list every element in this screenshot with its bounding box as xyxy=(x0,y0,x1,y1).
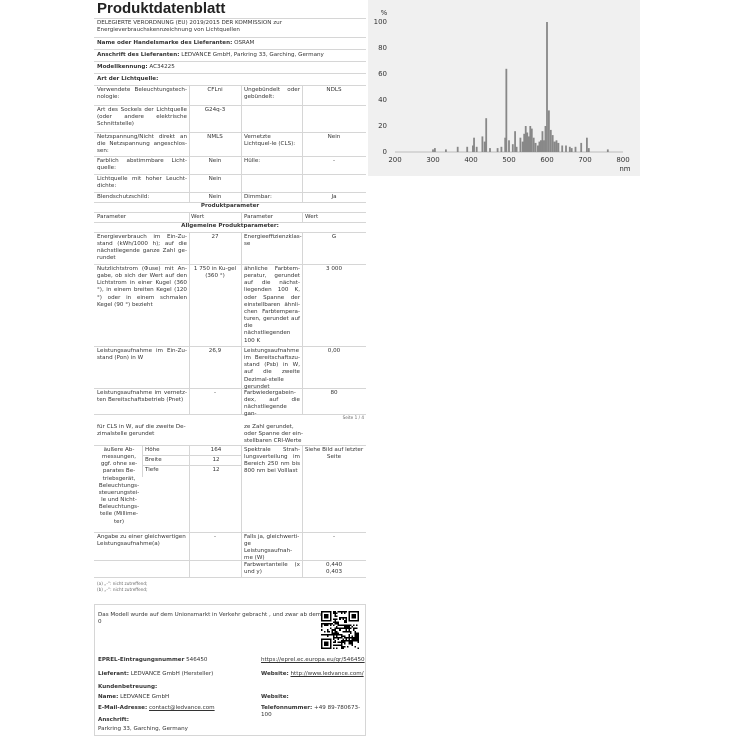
spectrum-bar xyxy=(565,146,567,153)
continued-label-2: ze Zahl gerundet, oder Spanne der ein-stellbaren CRI-Werte xyxy=(244,424,303,445)
table-row xyxy=(94,133,366,157)
row-label-2: Hülle: xyxy=(244,158,261,164)
y-tick-label: 100 xyxy=(373,18,387,26)
cs-phone-label: Telefonnummer: xyxy=(261,705,313,711)
spectrum-bar xyxy=(501,147,503,152)
eprel-number: 546450 xyxy=(186,657,208,663)
spectrum-bar xyxy=(586,138,588,152)
row-label-2: Leistungsaufnahme im Bereitschaftszu-stand (Psb) in W, auf die zweite Dezimal-stelle gerundet xyxy=(244,348,300,390)
spectrum-bar xyxy=(445,149,447,152)
y-tick-label: 80 xyxy=(378,44,387,52)
table-row xyxy=(94,533,366,561)
table-row xyxy=(94,561,366,578)
spectrum-bar xyxy=(489,148,491,152)
cs-address: Parkring 33, Garching, Germany xyxy=(98,726,188,732)
spectrum-bar xyxy=(580,143,582,152)
spectrum-chart xyxy=(368,0,640,176)
x-tick-label: 600 xyxy=(540,156,554,164)
footnote-b: (b) „-“: nicht zutreffend; xyxy=(97,587,148,593)
row-label-2: Vernetzte Lichtquel-le (CLS): xyxy=(244,134,296,148)
supplier-address-row xyxy=(94,50,366,62)
table-row xyxy=(94,157,366,175)
spectrum-bar xyxy=(552,135,554,152)
row-value: 27 xyxy=(211,234,219,240)
row-value: Nein xyxy=(208,158,222,164)
cs-website-label: Website: xyxy=(261,694,289,700)
row-label: Netzspannung/Nicht direkt an die Netzspannung angeschlos-sen: xyxy=(97,134,187,155)
x-tick-label: 800 xyxy=(616,156,630,164)
spectrum-bar xyxy=(476,147,478,152)
spectrum-bar xyxy=(466,147,468,152)
x-tick-label: 500 xyxy=(502,156,516,164)
y-axis-label: % xyxy=(380,9,388,17)
row-label: Blendschutzschild: xyxy=(97,194,150,200)
supplier-name-row xyxy=(94,38,366,50)
col-value-2: Wert xyxy=(305,214,319,220)
col-value-1: Wert xyxy=(191,214,205,220)
website-label: Website: xyxy=(261,671,289,677)
spectrum-bar xyxy=(554,142,556,152)
supplier-label: Lieferant: xyxy=(98,671,129,677)
row-label-2: Farbwiedergabein-dex, auf die nächstliegende gan- xyxy=(244,390,300,418)
row-label: Farblich abstimmbare Licht-quelle: xyxy=(97,158,187,172)
continued-label: für CLS in W, auf die zweite De-zimalstelle gerundet xyxy=(97,424,186,438)
supplier-address-value: LEDVANCE GmbH, Parkring 33, Garching, Germany xyxy=(181,52,324,58)
row-label: Art des Sockels der Lichtquelle (oder andere elektrische Schnittstelle) xyxy=(97,107,187,128)
equiv2-value: - xyxy=(332,534,336,540)
spectrum-bar xyxy=(482,136,484,152)
cs-email-label: E-Mail-Adresse: xyxy=(98,705,148,711)
dim-value: 12 xyxy=(212,467,220,473)
spectrum-bar xyxy=(457,147,459,152)
table-row xyxy=(94,347,366,389)
table-row xyxy=(94,233,366,265)
row-value-2: 0,00 xyxy=(327,348,341,354)
table-row xyxy=(94,446,366,533)
table-row xyxy=(94,265,366,347)
row-value-2: Ja xyxy=(331,194,337,200)
col-param-1: Parameter xyxy=(97,214,127,220)
spectrum-bar xyxy=(512,144,514,152)
y-tick-label: 60 xyxy=(378,70,387,78)
table-row xyxy=(94,193,366,203)
row-value: 26,9 xyxy=(208,348,222,354)
spectrum-bar xyxy=(556,140,558,152)
dim-value: 164 xyxy=(210,447,222,453)
y-tick-label: 20 xyxy=(378,122,387,130)
cs-name: LEDVANCE GmbH xyxy=(120,694,170,700)
cs-name-label: Name: xyxy=(98,694,119,700)
column-header-row xyxy=(94,213,366,223)
general-params-header: Allgemeine Produktparameter: xyxy=(94,223,366,233)
row-value-2: 80 xyxy=(330,390,338,396)
row-label-2: Ungebündelt oder gebündelt: xyxy=(244,87,300,101)
col-param-2: Parameter xyxy=(244,214,274,220)
page-title: Produktdatenblatt xyxy=(97,0,226,17)
cs-address-label: Anschrift: xyxy=(98,717,129,723)
dims-subtable xyxy=(142,446,241,477)
row-value: Nein xyxy=(208,194,222,200)
spectrum-bar xyxy=(432,149,434,152)
spectrum-bar xyxy=(516,147,518,152)
spectrum-bar xyxy=(588,148,590,152)
spectrum-bar xyxy=(535,143,537,152)
params-table-2 xyxy=(94,445,366,578)
row-value: NMLS xyxy=(207,134,223,140)
spectrum-bar xyxy=(520,138,522,152)
spectrum-bar xyxy=(558,143,560,152)
row-value: 1 750 in Ku-gel (360 °) xyxy=(193,266,237,280)
cs-phone: +49 89-780673-100 xyxy=(261,705,361,719)
row-value: CFLni xyxy=(207,87,223,93)
light-source-type-header: Art der Lichtquelle: xyxy=(94,74,366,86)
model-row xyxy=(94,62,366,74)
spectrum-bar xyxy=(533,138,535,152)
spectral-label: Spektrale Strah-lungsverteilung im Bereich 250 nm bis 800 nm bei Volllast xyxy=(244,447,300,475)
row-label: Energieverbrauch im Ein-Zu-stand (kWh/1000 h); auf die nächstliegende ganze Zahl ge-rundet xyxy=(97,234,187,262)
spectrum-bar xyxy=(473,138,475,152)
chroma-y: 0,403 xyxy=(325,569,342,575)
table-row xyxy=(94,175,366,193)
row-value-2: NDLS xyxy=(326,87,342,93)
spectrum-bar xyxy=(505,69,507,152)
y-tick-label: 0 xyxy=(382,148,387,156)
row-value: G24q-3 xyxy=(204,107,226,113)
x-tick-label: 200 xyxy=(388,156,402,164)
type-table xyxy=(94,86,366,203)
row-label: Leistungsaufnahme im vernetz-ten Bereitschaftsbetrieb (Pnet) xyxy=(97,390,187,404)
row-label: Leistungsaufnahme im Ein-Zu-stand (Pon) in W xyxy=(97,348,187,362)
spectrum-bar xyxy=(607,149,609,152)
spectrum-bar xyxy=(485,118,487,152)
row-value: Nein xyxy=(208,176,222,182)
dim-name: Höhe xyxy=(145,447,160,453)
row-label: Verwendete Beleuchtungstech-nologie: xyxy=(97,87,187,101)
spectrum-bar xyxy=(434,148,436,152)
spectrum-bar xyxy=(571,148,573,152)
row-label-2: ähnliche Farbtem-peratur, gerundet auf die nächst-liegenden 100 K, oder Spanne der einstellbaren ähnli-chen Farbtempera-turen, gerundet auf die nächstliegenden 100 K xyxy=(244,266,300,344)
dim-name: Tiefe xyxy=(145,467,159,473)
x-tick-label: 700 xyxy=(578,156,592,164)
spectrum-bar xyxy=(508,140,510,152)
row-value: - xyxy=(213,390,217,396)
qr-code-icon xyxy=(321,611,359,649)
equiv2-label: Falls ja, gleichwerti-ge Leistungsaufnah-me (W) xyxy=(244,534,300,562)
datasheet xyxy=(94,0,366,593)
row-value-2: - xyxy=(332,158,336,164)
x-axis-label: nm xyxy=(619,165,631,173)
eprel-link[interactable]: https://eprel.ec.europa.eu/qr/546450 xyxy=(261,657,365,663)
x-tick-label: 400 xyxy=(464,156,478,164)
spectrum-bar xyxy=(575,147,577,152)
model-value: AC34225 xyxy=(149,64,175,70)
supplier-name-label: Name oder Handelsmarke des Lieferanten: xyxy=(97,40,233,46)
table-row xyxy=(94,86,366,106)
spectrum-chart-panel xyxy=(368,0,640,176)
dim-value: 12 xyxy=(212,457,220,463)
dim-name: Breite xyxy=(145,457,162,463)
spectrum-bar xyxy=(546,22,548,152)
supplier-address-label: Anschrift des Lieferanten: xyxy=(97,52,180,58)
row-label-2: Energieeffizienzklas-se xyxy=(244,234,302,248)
y-tick-label: 40 xyxy=(378,96,387,104)
equiv-value: - xyxy=(213,534,217,540)
spectrum-bar xyxy=(497,148,499,152)
dims-label: äußere Ab-messungen, ggf. ohne se-parates Be-triebsgerät, Beleuchtungs-steuerungstei-le und Nicht-Beleuchtungs-teile (Millime-ter) xyxy=(98,447,140,525)
regulation-text: DELEGIERTE VERORDNUNG (EU) 2019/2015 DER KOMMISSION zur Energieverbrauchskennzeichnung von Lichtquellen xyxy=(94,18,366,38)
x-tick-label: 300 xyxy=(426,156,440,164)
page-number: Seite 1 / 4 xyxy=(342,415,364,420)
market-text: Das Modell wurde auf dem Unionsmarkt in Verkehr gebracht , und zwar ab dem 0 xyxy=(98,612,322,626)
spectrum-bar xyxy=(569,147,571,152)
chroma-label: Farbwertanteile (x und y) xyxy=(244,562,300,576)
product-params-header: Produktparameter xyxy=(94,203,366,213)
supplier-name-value: OSRAM xyxy=(234,40,255,46)
row-value-2: 3 000 xyxy=(325,266,342,272)
spectrum-bar xyxy=(550,130,552,152)
row-label: Nutzlichtstrom (Φuse) mit An-gabe, ob sich der Wert auf den Lichtstrom in einer Kugel (360 °), in einem breiten Kegel (120 °) oder in einem schmalen Kegel (90 °) bezieht xyxy=(97,266,187,308)
page-break xyxy=(94,415,366,445)
spectrum-bar xyxy=(531,129,533,152)
spectrum-bar xyxy=(561,146,563,153)
equiv-label: Angabe zu einer gleichwertigen Leistungsaufnahme(a) xyxy=(97,534,186,548)
row-label: Lichtquelle mit hoher Leucht-dichte: xyxy=(97,176,187,190)
row-label-2: Dimmbar: xyxy=(244,194,272,200)
footnote-a: (a) „-“: nicht zutreffend; xyxy=(97,581,148,586)
table-row xyxy=(94,106,366,133)
customer-service-label: Kundenbetreuung: xyxy=(98,684,158,690)
chroma-x: 0,440 xyxy=(325,562,342,568)
params-colheader xyxy=(94,213,366,223)
row-value-2: Nein xyxy=(327,134,341,140)
spectral-value: Siehe Bild auf letzter Seite xyxy=(304,447,364,461)
website-link[interactable]: http://www.ledvance.com/ xyxy=(290,671,364,677)
eprel-label: EPREL-Eintragungsnummer xyxy=(98,657,185,663)
cs-email-link[interactable]: contact@ledvance.com xyxy=(149,705,215,711)
model-label: Modellkennung: xyxy=(97,64,148,70)
supplier-value: LEDVANCE GmbH (Hersteller) xyxy=(130,671,214,677)
row-value-2: G xyxy=(331,234,337,240)
spectrum-bar xyxy=(548,110,550,152)
